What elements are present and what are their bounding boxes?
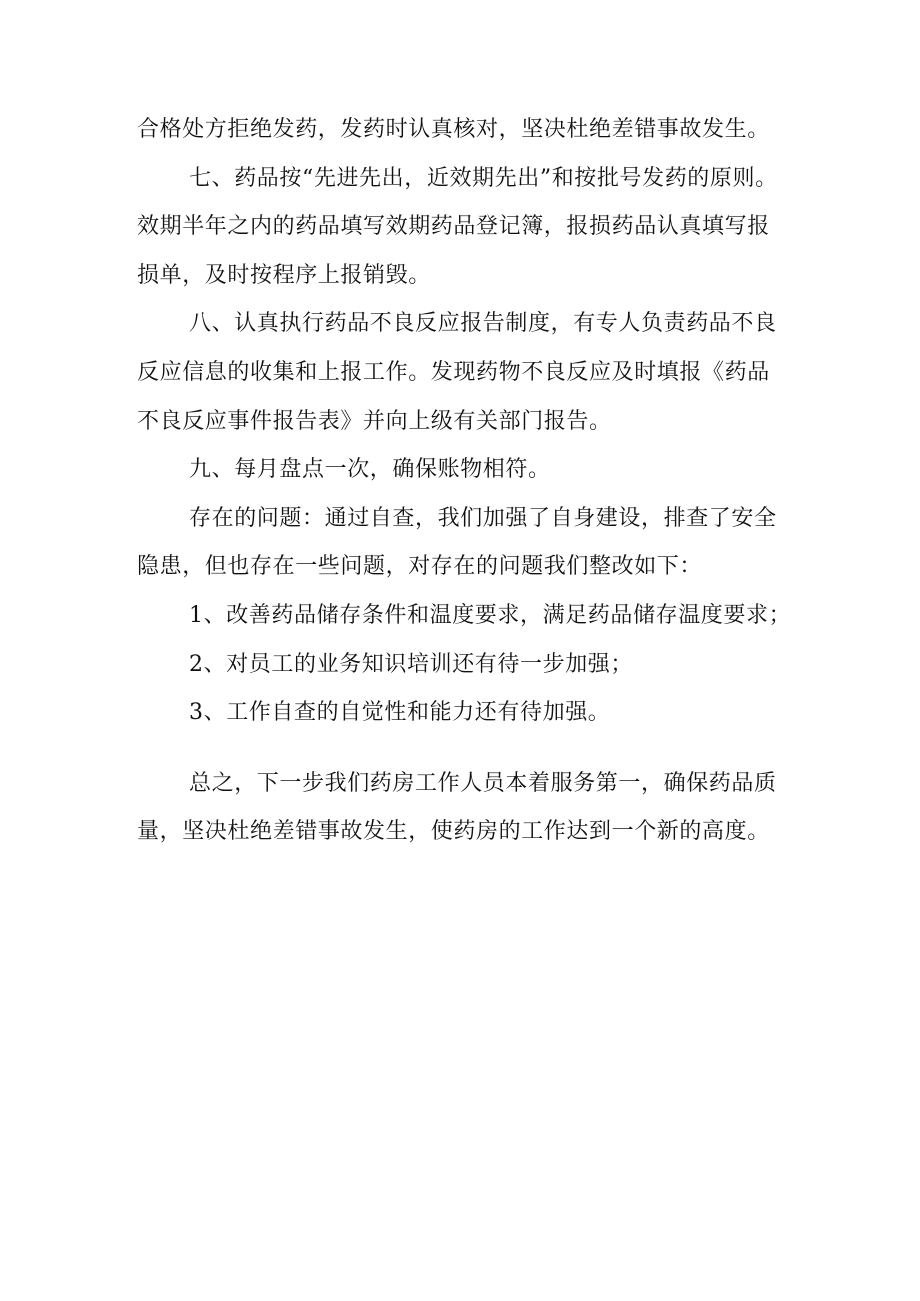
list-item: 2、对员工的业务知识培训还有待一步加强； xyxy=(189,651,633,677)
paragraph-line: 九、每月盘点一次，确保账物相符。 xyxy=(189,457,551,483)
paragraph-line: 反应信息的收集和上报工作。发现药物不良反应及时填报《药品 xyxy=(137,359,770,385)
paragraph-line: 损单，及时按程序上报销毁。 xyxy=(137,262,431,288)
paragraph-line: 七、药品按“先进先出，近效期先出”和按批号发药的原则。 xyxy=(189,165,778,191)
document-body xyxy=(137,106,797,857)
paragraph-line: 不良反应事件报告表》并向上级有关部门报告。 xyxy=(137,408,612,434)
paragraph-line: 效期半年之内的药品填写效期药品登记簿，报损药品认真填写报 xyxy=(137,214,770,240)
paragraph-line: 总之，下一步我们药房工作人员本着服务第一，确保药品质 xyxy=(189,770,777,796)
paragraph-gap xyxy=(137,738,797,760)
list-item: 1、改善药品储存条件和温度要求，满足药品储存温度要求； xyxy=(189,602,792,628)
paragraph-line: 隐患，但也存在一些问题，对存在的问题我们整改如下： xyxy=(137,554,703,580)
paragraph-line: 合格处方拒绝发药，发药时认真核对，坚决杜绝差错事故发生。 xyxy=(137,117,770,142)
paragraph-line: 存在的问题：通过自查，我们加强了自身建设，排查了安全 xyxy=(189,505,777,531)
list-item: 3、工作自查的自觉性和能力还有待加强。 xyxy=(189,700,611,726)
paragraph-line: 八、认真执行药品不良反应报告制度，有专人负责药品不良 xyxy=(189,311,777,337)
paragraph-line: 量，坚决杜绝差错事故发生，使药房的工作达到一个新的高度。 xyxy=(137,819,770,845)
